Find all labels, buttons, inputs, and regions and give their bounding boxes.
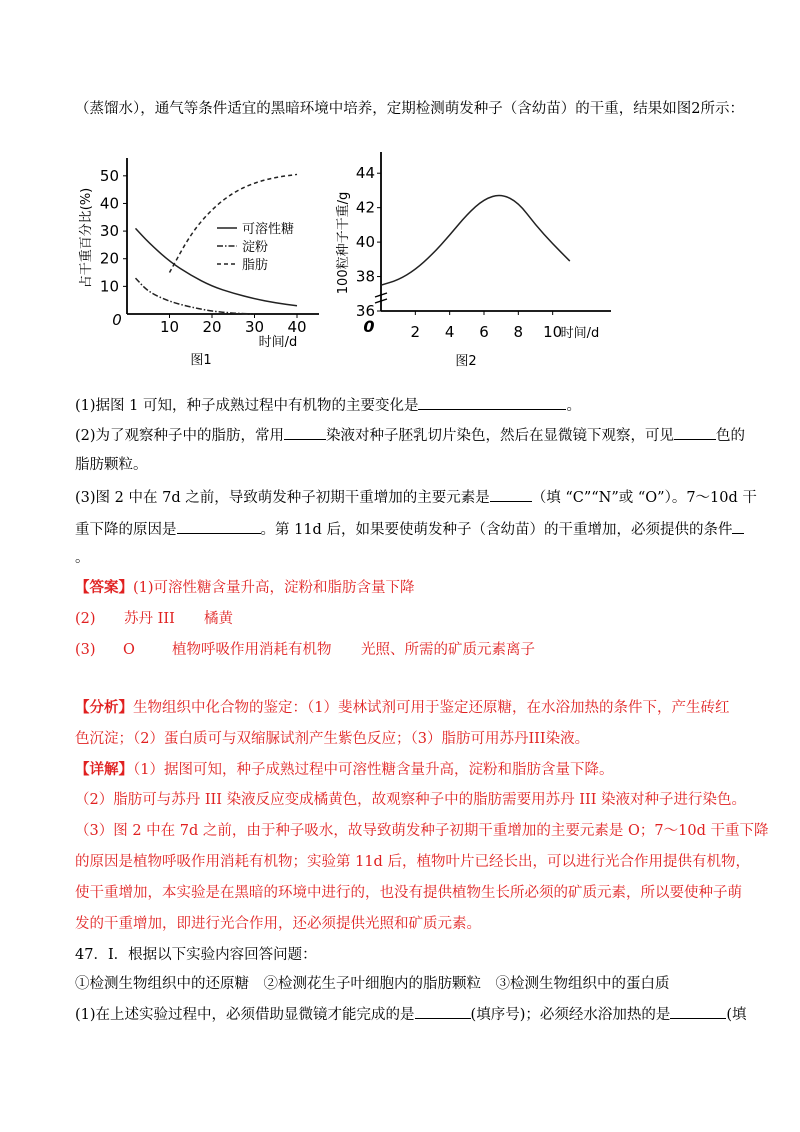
answer-1: (1)可溶性糖含量升高，淀粉和脂肪含量下降 (133, 580, 415, 596)
detail-line-6: 发的干重增加，即进行光合作用，还必须提供光照和矿质元素。 (75, 916, 481, 932)
detail-line-1 (75, 760, 736, 780)
q3-blank-1 (490, 487, 532, 502)
q2-text-a: (2)为了观察种子中的脂肪，常用 (75, 428, 285, 444)
q47-1-text-c: (填 (726, 1007, 747, 1023)
q47-1-text-b: (填序号)；必须经水浴加热的是 (470, 1007, 671, 1023)
intro-text: （蒸馏水），通气等条件适宜的黑暗环境中培养，定期检测萌发种子（含幼苗）的干重，结果如图2所示： (75, 101, 744, 117)
answer-2-num: (2) (75, 611, 96, 627)
figure-1-chart (75, 148, 335, 373)
x-tick-label: 40 (287, 318, 307, 336)
answer-3-c: 光照、所需的矿质元素离子 (361, 642, 535, 658)
question-3 (75, 487, 757, 508)
q47-1-text-a: (1)在上述实验过程中，必须借助显微镜才能完成的是 (75, 1007, 415, 1023)
q3-text-a: (3)图 2 中在 7d 之前，导致萌发种子初期干重增加的主要元素是 (75, 490, 490, 506)
detail-line-3: （3）图 2 中在 7d 之前，由于种子吸水，故导致萌发种子初期干重增加的主要元素是 O；7～10d 干重下降 (75, 823, 769, 839)
x-tick-label: 8 (513, 323, 524, 341)
x-tick-label: 10 (159, 318, 180, 336)
detail-line-2: （2）脂肪可与苏丹 III 染液反应变成橘黄色，故观察种子中的脂肪需要用苏丹 III 染液对种子进行染色。 (75, 792, 747, 808)
q47-blank-2 (670, 1004, 726, 1019)
x-tick-label: 2 (410, 323, 421, 341)
q3-blank-3 (732, 519, 744, 534)
y-tick-label: 42 (355, 198, 375, 217)
legend-label: 脂肪 (242, 258, 269, 273)
question-3-end: 。 (75, 550, 90, 566)
analysis-text-1: 生物组织中化合物的鉴定：（1）斐林试剂可用于鉴定还原糖，在水浴加热的条件下，产生砖红 (133, 700, 730, 716)
fig1-legend (217, 221, 294, 273)
fig2-axes (375, 152, 611, 311)
answer-tag: 【答案】 (75, 579, 133, 596)
answer-line-2 (75, 609, 736, 629)
x-tick-label: 30 (244, 318, 265, 336)
analysis-line-1 (75, 698, 736, 718)
q2-text-b: 染液对种子胚乳切片染色，然后在显微镜下观察，可见 (326, 428, 675, 444)
series-line-2 (136, 278, 255, 314)
question-3-cont (75, 519, 736, 540)
fig1-caption: 图1 (190, 353, 212, 368)
detail-line-4: 的原因是植物呼吸作用消耗有机物；实验第 11d 后，植物叶片已经长出，可以进行光合作用提供有机物， (75, 854, 750, 870)
q3-blank-2 (177, 519, 261, 534)
fig1-origin-label: 0 (112, 311, 122, 329)
x-tick-label: 10 (543, 323, 563, 341)
y-tick-label: 44 (355, 164, 375, 183)
y-tick-label: 10 (99, 277, 119, 296)
answer-3-b: 植物呼吸作用消耗有机物 (172, 642, 332, 658)
answer-3-a: O (123, 642, 135, 658)
legend-label: 可溶性糖 (242, 222, 295, 237)
y-tick-label: 20 (99, 249, 119, 268)
detail-line-5: 使干重增加，本实验是在黑暗的环境中进行的，也没有提供植物生长所必须的矿质元素，所以要使种子萌 (75, 885, 742, 901)
fig2-xlabel: 时间/d (560, 326, 600, 341)
q47-title: 47．Ⅰ．根据以下实验内容回答问题： (75, 947, 317, 963)
fig1-ylabel: 占干重百分比(%) (79, 187, 94, 289)
y-tick-label: 30 (99, 222, 119, 241)
q2-text-c: 色的 (716, 428, 746, 444)
series-line-1 (136, 228, 298, 305)
figure-2-chart (335, 148, 620, 373)
analysis-tag: 【分析】 (75, 699, 133, 716)
fig2-ylabel: 100粒种子干重/g (336, 191, 351, 295)
q3-text-d: 。第 11d 后，如果要使萌发种子（含幼苗）的干重增加，必须提供的条件 (260, 522, 733, 538)
q3-text-c: 重下降的原因是 (75, 522, 177, 538)
question-2-cont: 脂肪颗粒。 (75, 457, 148, 473)
answer-line-1 (75, 578, 736, 598)
q1-blank (418, 395, 566, 410)
y-tick-label: 36 (355, 302, 375, 320)
question-2 (75, 425, 746, 446)
x-tick-label: 6 (479, 323, 489, 341)
y-tick-label: 38 (355, 267, 375, 286)
answer-2-a: 苏丹 III (124, 611, 175, 627)
q3-text-b: （填 “C”“N”或 “O”）。7～10d 干 (531, 490, 757, 506)
x-tick-label: 4 (444, 323, 455, 341)
q2-blank-1 (284, 425, 326, 440)
legend-label: 淀粉 (242, 240, 269, 255)
q2-blank-2 (674, 425, 716, 440)
fig2-caption: 图2 (455, 354, 477, 369)
detail-tag: 【详解】 (75, 761, 133, 778)
q1-text: (1)据图 1 可知，种子成熟过程中有机物的主要变化是 (75, 398, 419, 414)
q47-items: ①检测生物组织中的还原糖 ②检测花生子叶细胞内的脂肪颗粒 ③检测生物组织中的蛋白质 (75, 976, 670, 992)
y-tick-label: 40 (355, 233, 375, 252)
answer-line-3 (75, 640, 736, 660)
detail-text-1: （1）据图可知，种子成熟过程中可溶性糖含量升高，淀粉和脂肪含量下降。 (133, 762, 614, 778)
fig1-xlabel: 时间/d (258, 335, 298, 350)
y-tick-label: 50 (99, 166, 119, 185)
fig2-origin-label: 0 (363, 317, 375, 336)
question-1: (1)据图 1 可知，种子成熟过程中有机物的主要变化是 。 (75, 395, 736, 416)
q47-blank-1 (415, 1004, 471, 1019)
series-line-1 (381, 196, 570, 286)
answer-3-num: (3) (75, 642, 96, 658)
q47-question-1 (75, 1004, 747, 1025)
analysis-line-2: 色沉淀；（2）蛋白质可与双缩脲试剂产生紫色反应；（3）脂肪可用苏丹III染液。 (75, 731, 590, 747)
y-tick-label: 40 (99, 194, 119, 213)
x-tick-label: 20 (202, 318, 222, 336)
answer-2-b: 橘黄 (204, 611, 233, 627)
